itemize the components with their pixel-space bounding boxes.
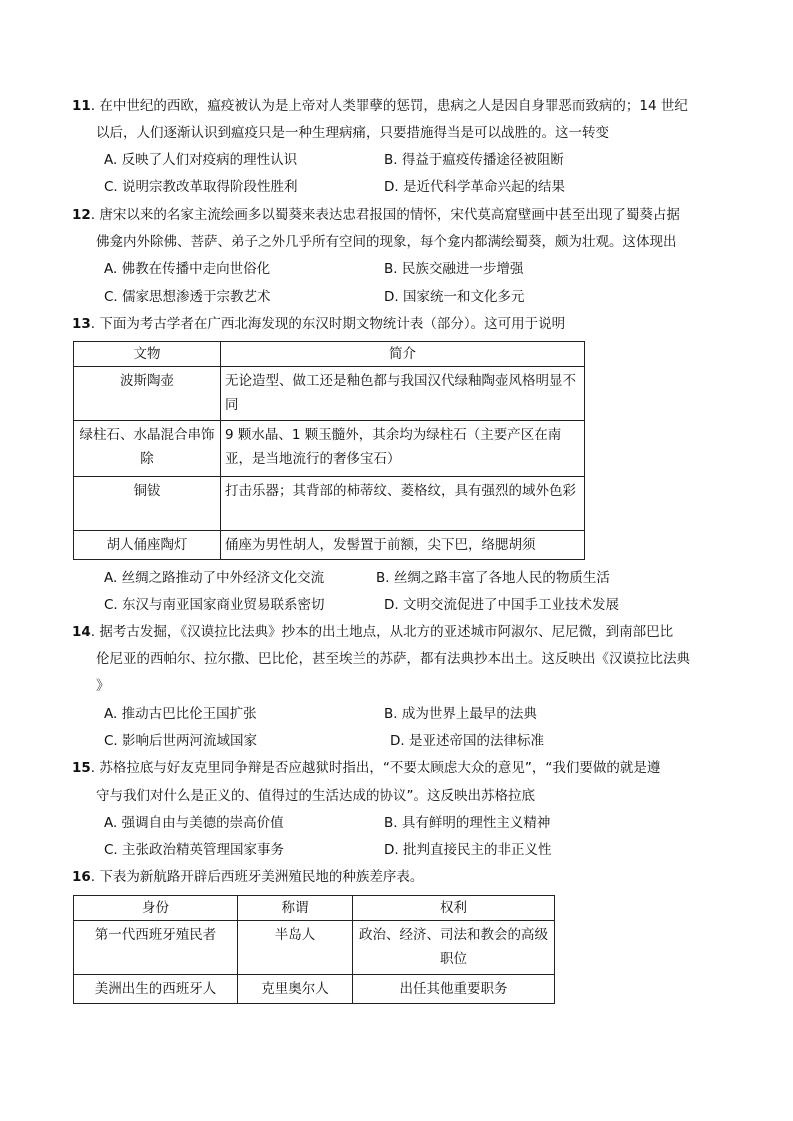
question-11-option-c: C. 说明宗教改革取得阶段性胜利 xyxy=(104,179,298,195)
table-cell: 波斯陶壶 xyxy=(74,367,221,421)
question-11-line-1: 11. 在中世纪的西欧，瘟疫被认为是上帝对人类罪孽的惩罚，患病之人是因自身罪恶而致病的；14 世纪 xyxy=(72,98,688,114)
question-12-option-c: C. 儒家思想渗透于宗教艺术 xyxy=(104,289,271,305)
question-14-line-1: 14. 据考古发掘，《汉谟拉比法典》抄本的出土地点，从北方的亚述城市阿淑尔、尼尼微，到南部巴比 xyxy=(72,624,674,640)
table-header-cell: 称谓 xyxy=(238,896,353,921)
question-11-option-d: D. 是近代科学革命兴起的结果 xyxy=(384,179,565,195)
table-header-row xyxy=(74,342,585,367)
question-15-option-b: B. 具有鲜明的理性主义精神 xyxy=(384,815,551,831)
question-13-option-c: C. 东汉与南亚国家商业贸易联系密切 xyxy=(104,597,325,613)
question-14-option-a: A. 推动古巴比伦王国扩张 xyxy=(104,706,257,722)
table-header-cell: 简介 xyxy=(221,342,585,367)
table-cell: 绿柱石、水晶混合串饰除 xyxy=(74,421,221,477)
question-number: 13 xyxy=(72,316,91,332)
table-cell: 铜钹 xyxy=(74,477,221,531)
table-row xyxy=(74,477,585,531)
table-header-cell: 文物 xyxy=(74,342,221,367)
table-header-row xyxy=(74,896,555,921)
question-11-line-2: 以后，人们逐渐认识到瘟疫只是一种生理病痛，只要措施得当是可以战胜的。这一转变 xyxy=(96,125,609,141)
table-cell: 出任其他重要职务 xyxy=(353,975,555,1004)
question-12-option-b: B. 民族交融进一步增强 xyxy=(384,261,524,277)
question-13-line-1: 13. 下面为考古学者在广西北海发现的东汉时期文物统计表（部分）。这可用于说明 xyxy=(72,316,566,332)
question-number: 12 xyxy=(72,207,91,223)
table-row xyxy=(74,531,585,560)
table-cell: 政治、经济、司法和教会的高级职位 xyxy=(353,921,555,975)
question-13-option-b: B. 丝绸之路丰富了各地人民的物质生活 xyxy=(376,570,610,586)
table-cell: 俑座为男性胡人，发髻置于前额，尖下巴，络腮胡须 xyxy=(221,531,585,560)
table-header-cell: 身份 xyxy=(74,896,238,921)
question-number: 16 xyxy=(72,869,91,885)
question-11-option-b: B. 得益于瘟疫传播途径被阻断 xyxy=(384,152,564,168)
question-12-line-1: 12. 唐宋以来的名家主流绘画多以蜀葵来表达忠君报国的情怀，宋代莫高窟壁画中甚至出现了蜀葵占据 xyxy=(72,207,680,223)
question-14-line-3: 》 xyxy=(96,678,110,694)
table-cell: 打击乐器；其背部的柿蒂纹、菱格纹，具有强烈的域外色彩 xyxy=(221,477,585,531)
table-cell: 半岛人 xyxy=(238,921,353,975)
table-cell: 无论造型、做工还是釉色都与我国汉代绿釉陶壶风格明显不同 xyxy=(221,367,585,421)
question-12-option-a: A. 佛教在传播中走向世俗化 xyxy=(104,261,271,277)
question-13-option-a: A. 丝绸之路推动了中外经济文化交流 xyxy=(104,570,325,586)
question-number: 14 xyxy=(72,624,91,640)
question-12-option-d: D. 国家统一和文化多元 xyxy=(384,289,525,305)
question-13-option-d: D. 文明交流促进了中国手工业技术发展 xyxy=(384,597,619,613)
question-16-line-1: 16. 下表为新航路开辟后西班牙美洲殖民地的种族差序表。 xyxy=(72,869,424,885)
table-cell: 第一代西班牙殖民者 xyxy=(74,921,238,975)
table-header-cell: 权利 xyxy=(353,896,555,921)
question-14-line-2: 伦尼亚的西帕尔、拉尔撒、巴比伦，甚至埃兰的苏萨，都有法典抄本出土。这反映出《汉谟拉比法典 xyxy=(96,651,690,667)
table-row xyxy=(74,367,585,421)
question-14-option-d: D. 是亚述帝国的法律标准 xyxy=(390,733,544,749)
question-15-line-2: 守与我们对什么是正义的、值得过的生活达成的协议”。这反映出苏格拉底 xyxy=(96,788,535,804)
table-row xyxy=(74,421,585,477)
table-cell: 克里奥尔人 xyxy=(238,975,353,1004)
caste-table xyxy=(73,895,555,1004)
question-15-option-d: D. 批判直接民主的非正义性 xyxy=(384,842,552,858)
table-row xyxy=(74,975,555,1004)
question-15-option-a: A. 强调自由与美德的崇高价值 xyxy=(104,815,284,831)
artifact-table xyxy=(73,341,585,560)
table-cell: 美洲出生的西班牙人 xyxy=(74,975,238,1004)
table-cell: 胡人俑座陶灯 xyxy=(74,531,221,560)
question-15-line-1: 15. 苏格拉底与好友克里同争辩是否应越狱时指出，“不要太顾虑大众的意见”，“我们要做的就是遵 xyxy=(72,760,661,776)
question-number: 15 xyxy=(72,760,91,776)
table-row xyxy=(74,921,555,975)
question-14-option-b: B. 成为世界上最早的法典 xyxy=(384,706,537,722)
question-11-option-a: A. 反映了人们对疫病的理性认识 xyxy=(104,152,298,168)
question-15-option-c: C. 主张政治精英管理国家事务 xyxy=(104,842,285,858)
question-14-option-c: C. 影响后世两河流域国家 xyxy=(104,733,258,749)
table-cell: 9 颗水晶、1 颗玉髓外，其余均为绿柱石（主要产区在南亚，是当地流行的奢侈宝石） xyxy=(221,421,585,477)
question-12-line-2: 佛龛内外除佛、菩萨、弟子之外几乎所有空间的现象，每个龛内都满绘蜀葵，颇为壮观。这体现出 xyxy=(96,234,677,250)
question-number: 11 xyxy=(72,98,91,114)
